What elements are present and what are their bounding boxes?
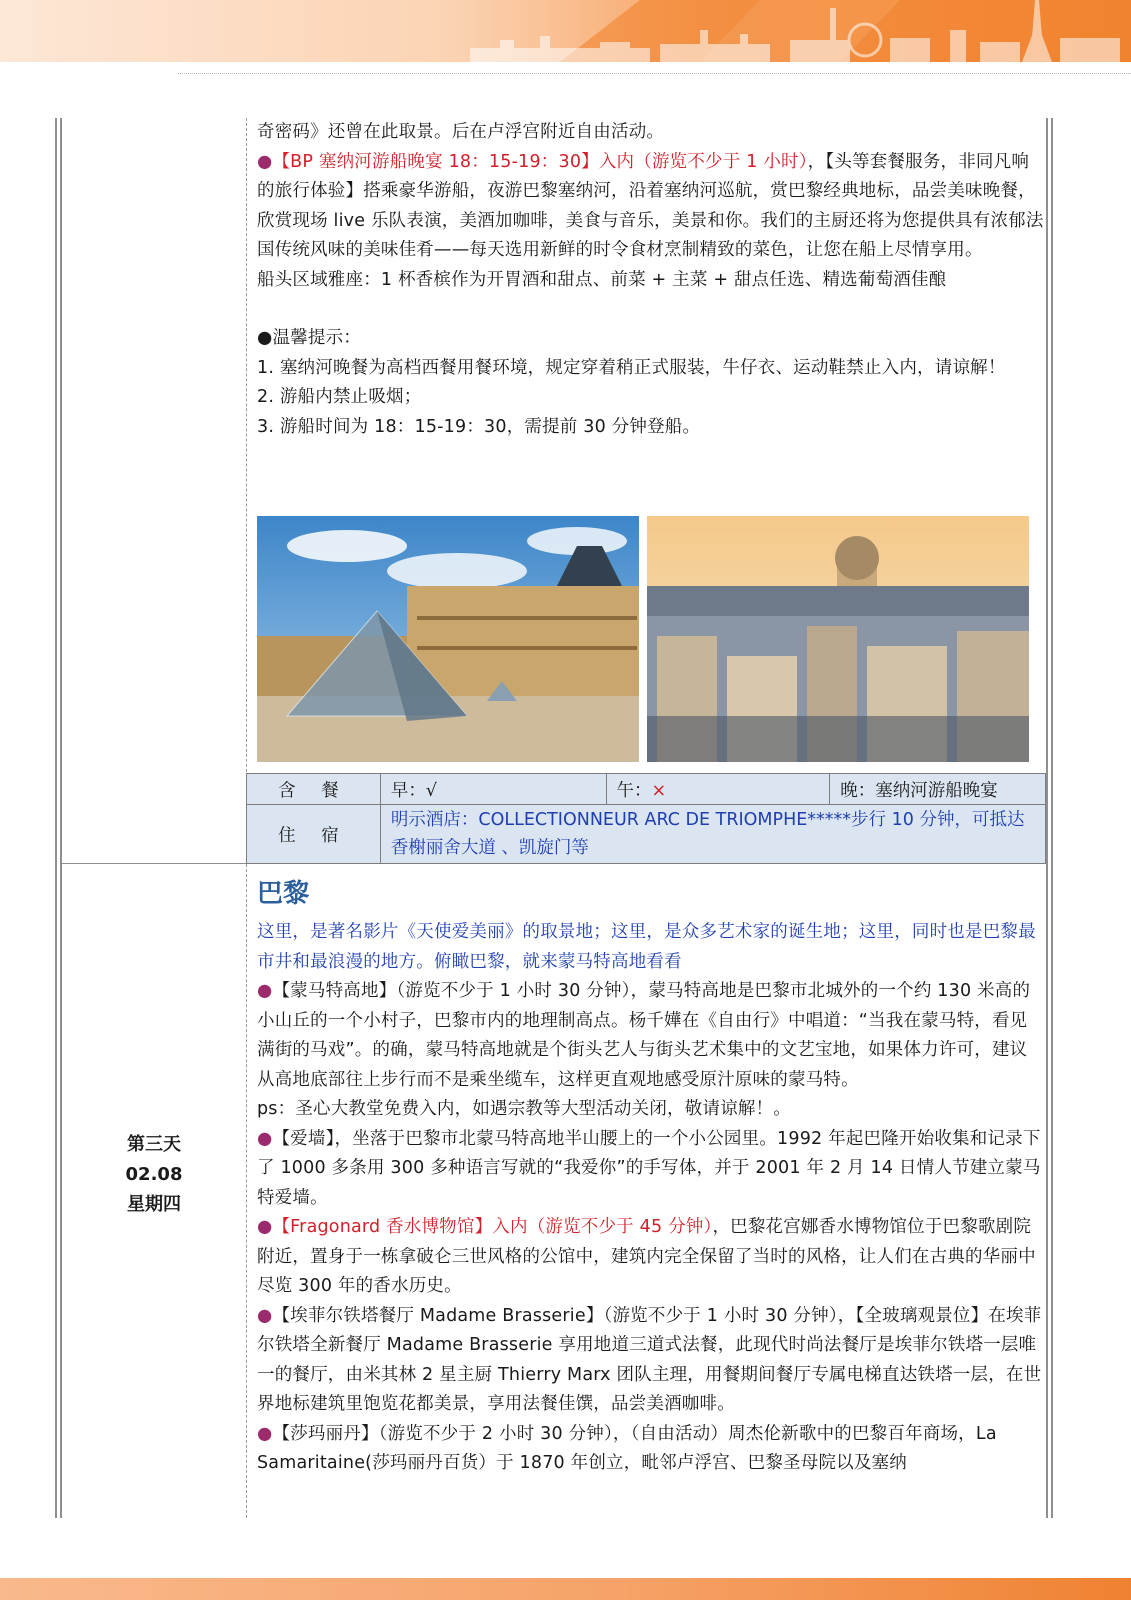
- highlight-red: 【BP 塞纳河游船晚宴 18：15-19：30】入内（游览不少于 1 小时）: [272, 151, 808, 172]
- paragraph-text: 【埃菲尔铁塔餐厅 Madame Brasserie】（游览不少于 1 小时 30 分钟），【全玻璃观景位】在埃菲尔铁塔全新餐厅 Madame Brasserie 享用地道三道式法餐，此现代时尚法餐厅是埃菲尔铁塔一层唯一的餐厅，由米其林 2 星主厨 Thierry Marx 团队主理，用餐期间餐厅专属电梯直达铁塔一层，在世界地标建筑里饱览花都美景，享用法餐佳馔，品尝美酒咖啡。: [257, 1305, 1042, 1414]
- breakfast-cell: 早：√: [380, 774, 606, 805]
- footer-bar: [0, 1578, 1131, 1600]
- paragraph-text: 【爱墙】，坐落于巴黎市北蒙马特高地半山腰上的一个小公园里。1992 年起巴隆开始收集和记录下了 1000 多条用 300 多种语言写就的“我爱你”的手写体，并于 2001 年 2 月 14 日情人节建立蒙马特爱墙。: [257, 1128, 1041, 1208]
- montmartre-paragraph: [257, 977, 1045, 1095]
- bullet-icon: ●: [257, 981, 273, 1001]
- day-intro: 这里，是著名影片《天使爱美丽》的取景地；这里，是众多艺术家的诞生地；这里，同时也是巴黎最市井和最浪漫的地方。俯瞰巴黎，就来蒙马特高地看看: [257, 922, 1036, 972]
- paris-skyline-icon: [0, 0, 1131, 62]
- table-right-border: [1046, 118, 1053, 1518]
- day-number: 第三天: [127, 1134, 181, 1155]
- bullet-icon: ●: [257, 1423, 273, 1444]
- tips-title: ●温馨提示：: [257, 328, 361, 348]
- cross-icon: ×: [651, 780, 667, 801]
- city-title: 巴黎: [257, 879, 310, 909]
- ps-note: ps：圣心大教堂免费入内，如遇宗教等大型活动关闭，敬请谅解！。: [257, 1099, 791, 1119]
- bullet-icon: ●: [257, 1217, 273, 1237]
- love-wall-paragraph: [257, 1125, 1045, 1214]
- text-line: 奇密码》还曾在此取景。后在卢浮宫附近自由活动。: [257, 122, 665, 142]
- meals-label: 含 餐: [247, 774, 381, 805]
- menu-line: 船头区域雅座：1 杯香槟作为开胃酒和甜点、前菜 + 主菜 + 甜点任选、精选葡萄酒佳酿: [257, 269, 947, 290]
- lunch-label: 午：: [616, 780, 652, 801]
- eiffel-restaurant-paragraph: [257, 1302, 1045, 1420]
- paris-rooftops-photo: [647, 516, 1029, 762]
- header-rule: [178, 73, 1131, 74]
- paragraph-text: ，巴黎花宫娜香水博物馆位于巴黎歌剧院附近，置身于一栋拿破仑三世风格的公馆中，建筑内完全保留了当时的风格，让人们在古典的华丽中尽览 300 年的香水历史。: [257, 1217, 1036, 1296]
- highlight-red: 【Fragonard 香水博物馆】入内（游览不少于 45 分钟）: [272, 1217, 713, 1237]
- paragraph-text: 【蒙马特高地】（游览不少于 1 小时 30 分钟），蒙马特高地是巴黎市北城外的一个约 130 米高的小山丘的一个小村子，巴黎市内的地理制高点。杨千嬅在《自由行》中唱道：“当我在蒙马特，看见满街的马戏”。的确，蒙马特高地就是个街头艺人与街头艺术集中的文艺宝地，如果体力许可，建议从高地底部往上步行而不是乘坐缆车，这样更直观地感受原汁原味的蒙马特。: [257, 981, 1031, 1090]
- bullet-icon: ●: [257, 1128, 273, 1149]
- hotel-info: 明示酒店：COLLECTIONNEUR ARC DE TRIOMPHE*****步行 10 分钟，可抵达香榭丽舍大道 、凯旋门等: [380, 805, 1045, 864]
- bullet-icon: ●: [257, 1305, 273, 1326]
- table-left-border: [55, 118, 62, 1518]
- lunch-cell: [606, 774, 830, 805]
- tip-item: 3. 游船时间为 18：15-19：30，需提前 30 分钟登船。: [257, 416, 701, 437]
- header-banner: [0, 0, 1131, 62]
- tip-item: 1. 塞纳河晚餐为高档西餐用餐环境，规定穿着稍正式服装，牛仔衣、运动鞋禁止入内，请谅解！: [257, 357, 1006, 378]
- meals-hotel-table: [246, 773, 1046, 864]
- seine-cruise-paragraph: [257, 148, 1045, 266]
- bullet-icon: ●: [257, 151, 273, 172]
- hotel-label: 住 宿: [247, 805, 381, 864]
- day2-itinerary-continued: [257, 118, 1045, 442]
- paragraph-text: 【莎玛丽丹】（游览不少于 2 小时 30 分钟），（自由活动）周杰伦新歌中的巴黎百年商场，La Samaritaine(莎玛丽丹百货）于 1870 年创立，毗邻卢浮宫、巴黎圣母院以及塞纳: [257, 1423, 997, 1473]
- day-label: [62, 1130, 246, 1220]
- paragraph-text: ，【头等套餐服务，非同凡响的旅行体验】搭乘豪华游船，夜游巴黎塞纳河，沿着塞纳河巡航，赏巴黎经典地标，品尝美味晚餐，欣赏现场 live 乐队表演，美酒加咖啡，美食与音乐，美景和你。我们的主厨还将为您提供具有浓郁法国传统风味的美味佳肴——每天选用新鲜的时令食材烹制精致的菜色，让您在船上尽情享用。: [257, 151, 1044, 260]
- day-date: 02.08: [125, 1164, 183, 1185]
- dinner-cell: 晚：塞纳河游船晚宴: [830, 774, 1046, 805]
- day-weekday: 星期四: [127, 1194, 181, 1215]
- day3-itinerary: [257, 876, 1045, 1479]
- fragonard-paragraph: [257, 1213, 1045, 1302]
- samaritaine-paragraph: [257, 1420, 1045, 1479]
- tip-item: 2. 游船内禁止吸烟；: [257, 387, 422, 407]
- louvre-photo: [257, 516, 639, 762]
